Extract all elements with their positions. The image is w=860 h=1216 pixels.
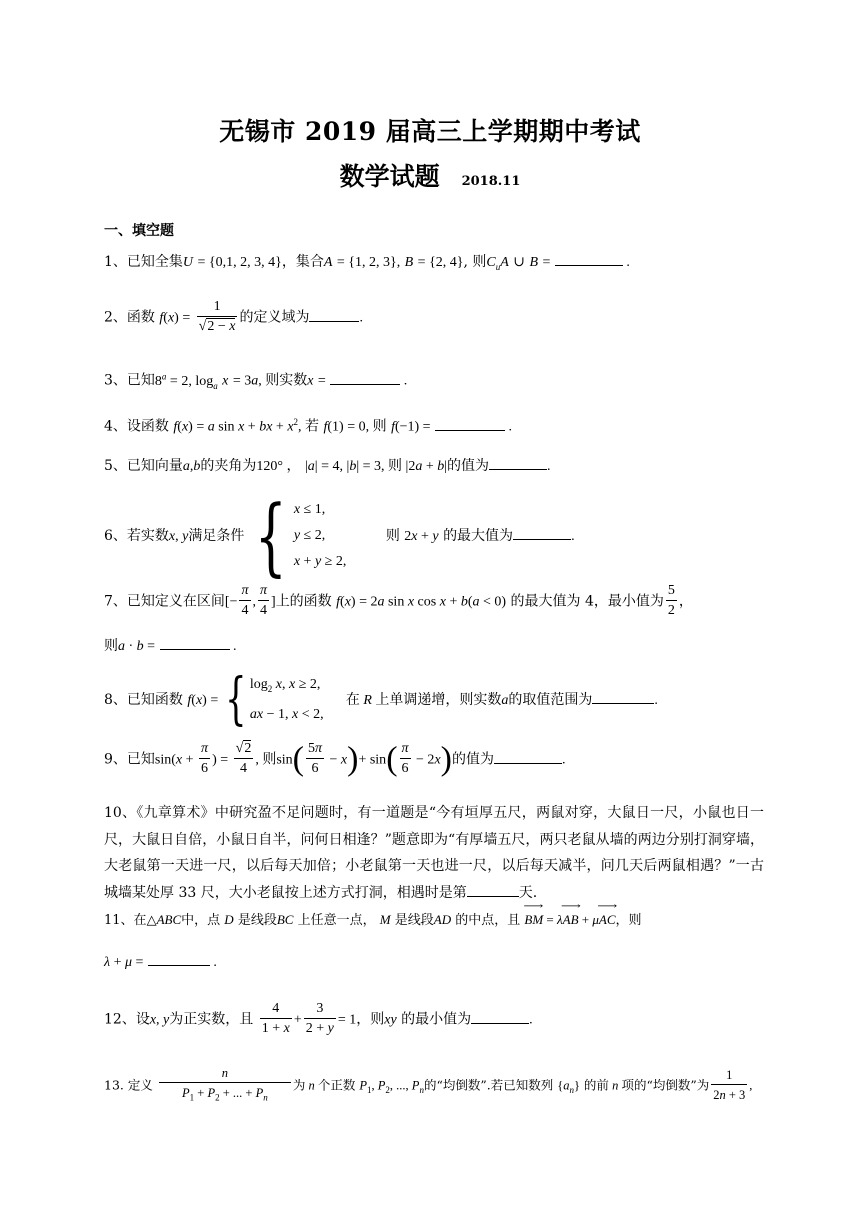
- question-2: 2、函数 f(x) = $\frac{1}{√2 - x}$ 的定义域为 .: [104, 298, 764, 337]
- answer-blank-12[interactable]: [471, 1007, 529, 1024]
- question-9: 9、已知sin(x + $\frac{\pi}{6}$ ) = $\frac{√2}{4}$ , 则sin( $\frac{5\pi}{6}$ − x)+ sin( $\frac{\pi}{6}$ − 2x)的值为 .: [104, 740, 566, 778]
- question-3: 3、已知$8^a = 2$, $\log_a x = 3a$, 则实数x = .: [104, 362, 764, 399]
- question-7-line2: 则a · b = .: [104, 632, 764, 661]
- exam-date: 2018.11: [461, 174, 521, 189]
- answer-blank-10[interactable]: [467, 880, 519, 897]
- subtitle-row: [0, 157, 860, 193]
- question-10: 10、《九章算术》中研究盈不足问题时，有一道题是“今有垣厚五尺，两鼠对穿，大鼠日一尺，小鼠也日一尺，大鼠日自倍，小鼠日自半，问何日相逢？”题意即为“有厚墙五尺，两只老鼠从墙的两边分别打洞穿墙，大老鼠第一天进一尺，以后每天加倍；小老鼠第一天也进一尺，以后每天减半，问几天后两鼠相遇？”一古城墙某处厚 33 尺，大小老鼠按上述方式打洞，相遇时是第 天.: [104, 805, 764, 901]
- answer-blank-6[interactable]: [513, 523, 571, 540]
- question-6: 6、若实数x, y满足条件 { x ≤ 1, y ≤ 2, x + y ≥ 2,则 2x + y 的最大值为 .: [104, 487, 575, 585]
- question-7: 7、已知定义在区间[− $\frac{\pi}{4}$ , $\frac{\pi}{4}$ ]上的函数 f(x) = 2a sin x cos x + b(a < 0) 的最大值为 4，最小值为 $\frac{5}{2}$ ，: [104, 582, 764, 621]
- answer-blank-3[interactable]: [330, 368, 400, 385]
- answer-blank-9[interactable]: [494, 747, 562, 764]
- question-11: 11、在△ABC中，点 D 是线段BC 上任意一点， M 是线段AD 的中点，且 ⟶ BM = λ⟶ AB + μ⟶ AC，则: [104, 906, 764, 935]
- answer-blank-1[interactable]: [555, 249, 623, 266]
- question-13: 13. 定义 $\frac{n}{P_1 + P_2 + ... + P_n}$ 为 n 个正数 $P_1$, $P_2$, ..., $P_n$的“均倒数”.若已知数列 $\{a_n\}$ 的前 n 项的“均倒数”为 $\frac{1}{2n + 3}$ ,: [104, 1064, 764, 1108]
- answer-blank-8[interactable]: [592, 687, 654, 704]
- question-5: 5、已知向量a,b的夹角为120° ， |a| = 4, |b| = 3, 则 |2a + b|的值为 .: [104, 452, 764, 481]
- answer-blank-2[interactable]: [309, 305, 359, 322]
- section-heading: 一、填空题: [104, 223, 174, 239]
- exam-subtitle: 数学试题: [339, 162, 440, 191]
- question-12: 12、设x, y为正实数，且 $\frac{4}{1 + x}$ + $\frac{3}{2 + y}$ = 1，则xy 的最小值为 .: [104, 1000, 764, 1039]
- answer-blank-11[interactable]: [148, 949, 210, 966]
- answer-blank-5[interactable]: [489, 453, 547, 470]
- question-8: 8、已知函数 f(x) = { $\log_2 x$, x ≥ 2, ax − 1, x < 2,在 R 上单调递增，则实数a的取值范围为 .: [104, 667, 658, 732]
- question-4: 4、设函数 f(x) = a sin x + bx + $x^2$, 若 f(1) = 0, 则 f(−1) = .: [104, 408, 764, 442]
- answer-blank-7[interactable]: [160, 633, 230, 650]
- question-1: 1、已知全集U = {0,1, 2, 3, 4}，集合A = {1, 2, 3}, B = {2, 4}, 则$C_uA$ ∪ B = .: [104, 248, 764, 281]
- answer-blank-4[interactable]: [435, 414, 505, 431]
- question-11-line2: λ + μ = .: [104, 948, 764, 977]
- exam-title: 无锡市 2019 届高三上学期期中考试: [219, 117, 641, 146]
